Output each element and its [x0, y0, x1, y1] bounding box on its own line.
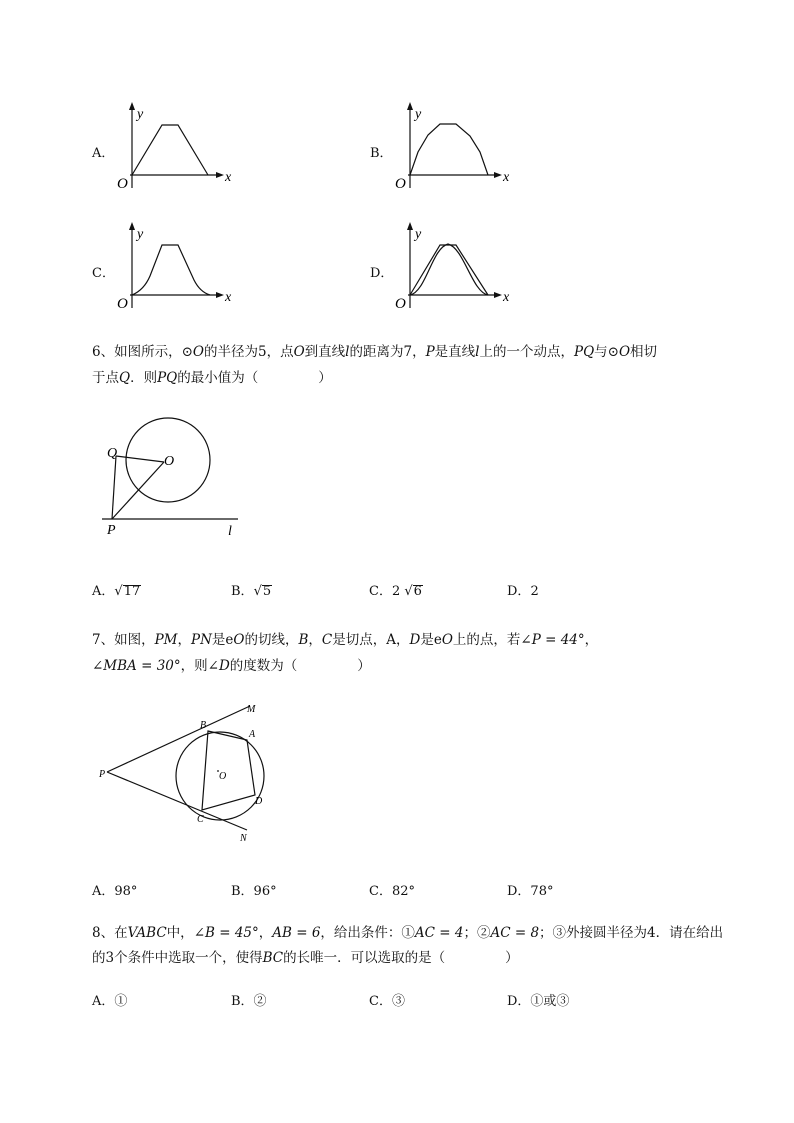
axis-y-label: y — [415, 107, 422, 122]
point-o-label: O — [219, 771, 227, 782]
option-d-label[interactable]: D． — [370, 266, 394, 281]
point-p-label: P — [99, 769, 106, 780]
q7-option-c[interactable]: C．82° — [369, 884, 415, 899]
q6-option-a[interactable]: A．√17 — [92, 584, 141, 599]
axis-x-label: x — [225, 290, 232, 305]
point-b-label: B — [200, 720, 207, 731]
axis-x-label: x — [503, 290, 510, 305]
q8-option-b[interactable]: B．② — [231, 994, 267, 1009]
q7-option-a[interactable]: A．98° — [92, 884, 138, 899]
point-m-label: M — [247, 704, 256, 715]
point-p-label: P — [107, 523, 116, 538]
q7-figure — [92, 700, 282, 846]
origin-label: O — [395, 296, 406, 312]
option-a-label[interactable]: A． — [92, 146, 115, 161]
graph-option-b — [390, 100, 520, 192]
q6-figure — [98, 412, 248, 542]
origin-label: O — [117, 296, 128, 312]
q8-stem-line1: 8、在VABC中，∠B = 45°，AB = 6，给出条件：①AC = 4；②AC = 8；③外接圆半径为4．请在给出 — [92, 925, 724, 941]
point-d-label: D — [255, 796, 263, 807]
axis-y-label: y — [137, 107, 144, 122]
q6-option-d[interactable]: D．2 — [507, 584, 539, 599]
q7-option-d[interactable]: D．78° — [507, 884, 554, 899]
origin-label: O — [395, 176, 406, 192]
origin-label: O — [117, 176, 128, 192]
q6-option-c[interactable]: C．2 √6 — [369, 584, 422, 599]
axis-x-label: x — [225, 170, 232, 185]
q8-option-d[interactable]: D．①或③ — [507, 994, 570, 1009]
point-q-label: Q — [107, 446, 118, 461]
axis-y-label: y — [137, 227, 144, 242]
option-b-label[interactable]: B． — [370, 146, 393, 161]
graph-option-d — [390, 220, 520, 312]
q6-stem-line2: 于点Q．则PQ的最小值为（ ） — [92, 370, 332, 386]
option-c-label[interactable]: C． — [92, 266, 115, 281]
q8-option-c[interactable]: C．③ — [369, 994, 405, 1009]
graph-option-a — [112, 100, 242, 192]
q7-stem-line2: ∠MBA = 30°，则∠D的度数为（ ） — [92, 658, 371, 674]
q8-stem-line2: 的3个条件中选取一个，使得BC的长唯一．可以选取的是（ ） — [92, 950, 519, 966]
q6-stem-line1: 6、如图所示，⊙O的半径为5，点O到直线l的距离为7，P是直线l上的一个动点，PQ与⊙O相切 — [92, 344, 658, 360]
q8-option-a[interactable]: A．① — [92, 994, 128, 1009]
q7-stem-line1: 7、如图，PM，PN是eO的切线，B，C是切点，A，D是eO上的点，若∠P = 44°， — [92, 632, 599, 648]
point-c-label: C — [197, 814, 204, 825]
point-o-label: O — [164, 454, 175, 469]
q7-option-b[interactable]: B．96° — [231, 884, 277, 899]
point-n-label: N — [240, 833, 247, 844]
line-l-label: l — [228, 524, 232, 539]
q6-option-b[interactable]: B．√5 — [231, 584, 272, 599]
axis-x-label: x — [503, 170, 510, 185]
graph-option-c — [112, 220, 242, 312]
point-a-label: A — [249, 729, 256, 740]
axis-y-label: y — [415, 227, 422, 242]
